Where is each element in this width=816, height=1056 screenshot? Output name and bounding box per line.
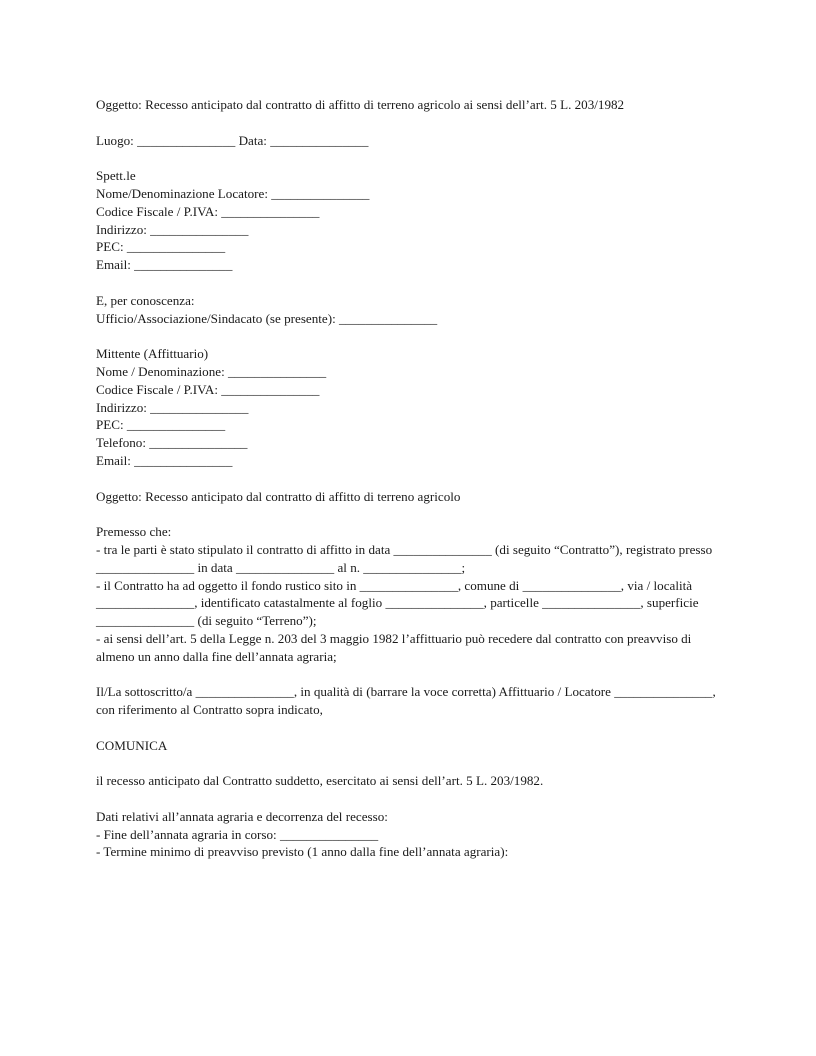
paragraph-declarant-block bbox=[96, 683, 721, 719]
text-line: PEC: _______________ bbox=[96, 239, 226, 255]
text-line: Email: _______________ bbox=[96, 257, 233, 273]
paragraph-premesso-block bbox=[96, 523, 721, 665]
document-body bbox=[96, 96, 721, 861]
paragraph-comunica-heading bbox=[96, 737, 721, 755]
text-line: Codice Fiscale / P.IVA: _______________ bbox=[96, 203, 320, 219]
text-line: Premesso che: bbox=[96, 524, 172, 540]
paragraph-cc-block bbox=[96, 292, 721, 328]
text-line: PEC: _______________ bbox=[96, 417, 226, 433]
text-line: Dati relativi all’annata agraria e decorrenza del recesso: bbox=[96, 808, 388, 824]
paragraph-subject-line bbox=[96, 488, 721, 506]
text-line: Indirizzo: _______________ bbox=[96, 399, 249, 415]
paragraph-recipient-block bbox=[96, 167, 721, 274]
text-line: - Termine minimo di preavviso previsto (1 anno dalla fine dell’annata agraria): bbox=[96, 844, 509, 860]
paragraph-sender-block bbox=[96, 345, 721, 470]
text-line: Nome/Denominazione Locatore: _______________ bbox=[96, 185, 370, 201]
text-line: Email: _______________ bbox=[96, 452, 233, 468]
paragraph-comunica-statement bbox=[96, 772, 721, 790]
text-line: E, per conoscenza: bbox=[96, 292, 195, 308]
paragraph-dates-block bbox=[96, 808, 721, 861]
text-line: Oggetto: Recesso anticipato dal contratto di affitto di terreno agricolo bbox=[96, 488, 461, 504]
text-line: Mittente (Affittuario) bbox=[96, 346, 209, 362]
text-line: Luogo: _______________ Data: _______________ bbox=[96, 132, 369, 148]
text-line: Ufficio/Associazione/Sindacato (se presente): _______________ bbox=[96, 310, 438, 326]
text-line: Il/La sottoscritto/a _______________, in qualità di (barrare la voce corretta) Affittuario / Locatore _______________, con riferimento al Contratto sopra indicato, bbox=[96, 684, 720, 718]
paragraph-place-date bbox=[96, 132, 721, 150]
text-line: Oggetto: Recesso anticipato dal contratto di affitto di terreno agricolo ai sensi dell’art. 5 L. 203/1982 bbox=[96, 97, 625, 112]
text-line: Telefono: _______________ bbox=[96, 435, 248, 451]
text-line: Nome / Denominazione: _______________ bbox=[96, 363, 327, 379]
text-line: COMUNICA bbox=[96, 737, 168, 753]
text-line: Indirizzo: _______________ bbox=[96, 221, 249, 237]
text-line: il recesso anticipato dal Contratto suddetto, esercitato ai sensi dell’art. 5 L. 203/1982. bbox=[96, 773, 544, 789]
text-line: - ai sensi dell’art. 5 della Legge n. 203 del 3 maggio 1982 l’affittuario può recedere dal contratto con preavviso di almeno un anno dalla fine dell’annata agraria; bbox=[96, 630, 695, 664]
text-line: Spett.le bbox=[96, 168, 136, 184]
paragraph-subject-header bbox=[96, 96, 721, 114]
text-line: - il Contratto ha ad oggetto il fondo rustico sito in _______________, comune di _______________, via / località _______________, identificato catastalmente al foglio _______________, particelle _______________, superficie _______________ (di seguito “Terreno”); bbox=[96, 577, 702, 629]
text-line: - tra le parti è stato stipulato il contratto di affitto in data _______________ (di seguito “Contratto”), registrato presso _______________ in data _______________ al n. _______________; bbox=[96, 541, 716, 575]
text-line: Codice Fiscale / P.IVA: _______________ bbox=[96, 381, 320, 397]
text-line: - Fine dell’annata agraria in corso: _______________ bbox=[96, 826, 379, 842]
